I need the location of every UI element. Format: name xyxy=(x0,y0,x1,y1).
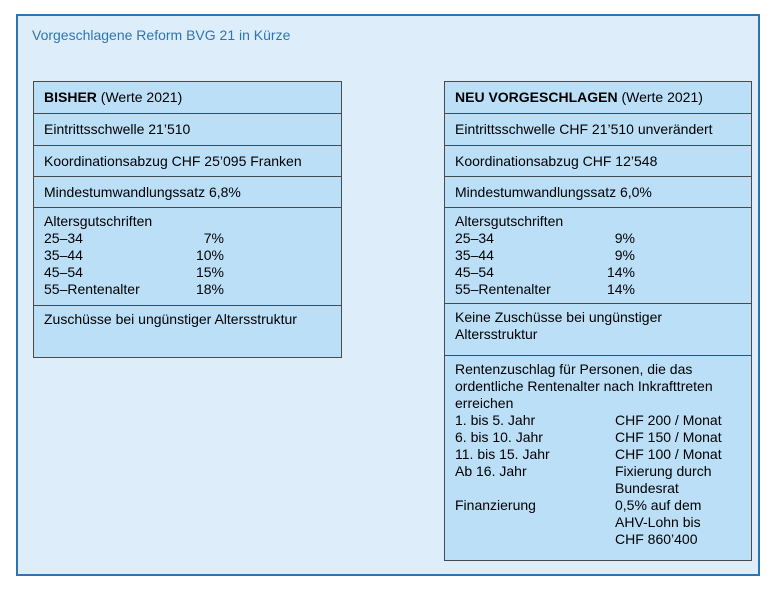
proposed-credits-row xyxy=(445,208,751,304)
proposed-credit-rate: 14% xyxy=(606,264,635,280)
current-threshold-text: Eintrittsschwelle 21’510 xyxy=(44,121,191,137)
proposed-threshold-row xyxy=(445,114,751,146)
proposed-coordination-row xyxy=(445,146,751,177)
current-coordination-text: Koordinationsabzug CHF 25’095 Franken xyxy=(44,152,302,169)
proposed-credit-age: 45–54 xyxy=(455,264,494,280)
proposed-credit-age: 55–Rentenalter xyxy=(455,281,551,297)
current-threshold-row xyxy=(34,114,341,146)
current-credit-rate: 15% xyxy=(195,264,224,280)
proposed-conversion-text: Mindestumwandlungssatz 6,0% xyxy=(455,183,652,200)
current-credit-age: 55–Rentenalter xyxy=(44,281,140,297)
supplement-label: Finanzierung xyxy=(455,497,536,513)
proposed-values-box xyxy=(444,81,752,561)
current-coordination-row xyxy=(34,146,341,177)
proposed-credit-item xyxy=(455,264,741,281)
current-subsidies-row xyxy=(34,306,341,357)
proposed-credit-item xyxy=(455,247,741,264)
supplement-label: 11. bis 15. Jahr xyxy=(455,446,550,462)
supplement-value: CHF 200 / Monat xyxy=(615,412,722,428)
supplement-label: Ab 16. Jahr xyxy=(455,463,527,479)
current-credit-age: 35–44 xyxy=(44,247,83,263)
current-credit-rate: 18% xyxy=(195,281,224,297)
proposed-supplement-table xyxy=(455,412,741,548)
proposed-header-rest: (Werte 2021) xyxy=(617,89,703,105)
proposed-conversion-row xyxy=(445,177,751,208)
supplement-label: 6. bis 10. Jahr xyxy=(455,429,543,445)
proposed-header-bold: NEU VORGESCHLAGEN xyxy=(455,89,618,105)
proposed-credit-rate: 9% xyxy=(614,247,635,263)
current-credit-rate: 7% xyxy=(203,230,224,246)
proposed-credit-age: 35–44 xyxy=(455,247,494,263)
current-credit-rate: 10% xyxy=(195,247,224,263)
current-credit-item xyxy=(44,230,331,247)
proposed-header-row xyxy=(445,82,751,114)
proposed-subsidies-text: Keine Zuschüsse bei ungünstiger Altersstruktur xyxy=(455,309,663,342)
proposed-threshold-text: Eintrittsschwelle CHF 21’510 unverändert xyxy=(455,121,713,137)
current-conversion-row xyxy=(34,177,341,208)
proposed-credit-rate: 9% xyxy=(614,230,635,246)
current-credits-row xyxy=(34,208,341,306)
proposed-supplement-row xyxy=(445,356,751,560)
current-credit-item xyxy=(44,281,331,298)
current-header-rest: (Werte 2021) xyxy=(96,89,183,105)
proposed-coordination-text: Koordinationsabzug CHF 12’548 xyxy=(455,152,658,169)
proposed-credits-title: Altersgutschriften xyxy=(455,213,564,229)
current-header-row xyxy=(34,82,341,114)
proposed-credit-item xyxy=(455,281,741,298)
supplement-value: 0,5% auf dem AHV-Lohn bis CHF 860’400 xyxy=(615,497,702,547)
reform-summary-frame xyxy=(16,14,760,576)
current-header-bold: BISHER xyxy=(44,89,97,105)
proposed-credit-item xyxy=(455,230,741,247)
supplement-value: CHF 150 / Monat xyxy=(615,429,722,445)
proposed-supplement-intro: Rentenzuschlag für Personen, die das ordentliche Rentenalter nach Inkrafttreten erreichen xyxy=(455,361,713,411)
current-credit-age: 45–54 xyxy=(44,264,83,280)
page-title: Vorgeschlagene Reform BVG 21 in Kürze xyxy=(32,27,291,43)
current-credit-item xyxy=(44,247,331,264)
proposed-credit-rate: 14% xyxy=(606,281,635,297)
current-conversion-text: Mindestumwandlungssatz 6,8% xyxy=(44,183,241,200)
supplement-value: Fixierung durch Bundesrat xyxy=(615,463,712,496)
current-credit-age: 25–34 xyxy=(44,230,83,246)
supplement-value: CHF 100 / Monat xyxy=(615,446,722,462)
proposed-credit-age: 25–34 xyxy=(455,230,494,246)
supplement-label: 1. bis 5. Jahr xyxy=(455,412,536,428)
current-values-box xyxy=(33,81,342,358)
proposed-subsidies-row xyxy=(445,304,751,356)
current-credits-title: Altersgutschriften xyxy=(44,213,153,229)
current-subsidies-text: Zuschüsse bei ungünstiger Altersstruktur xyxy=(44,311,297,327)
current-credit-item xyxy=(44,264,331,281)
